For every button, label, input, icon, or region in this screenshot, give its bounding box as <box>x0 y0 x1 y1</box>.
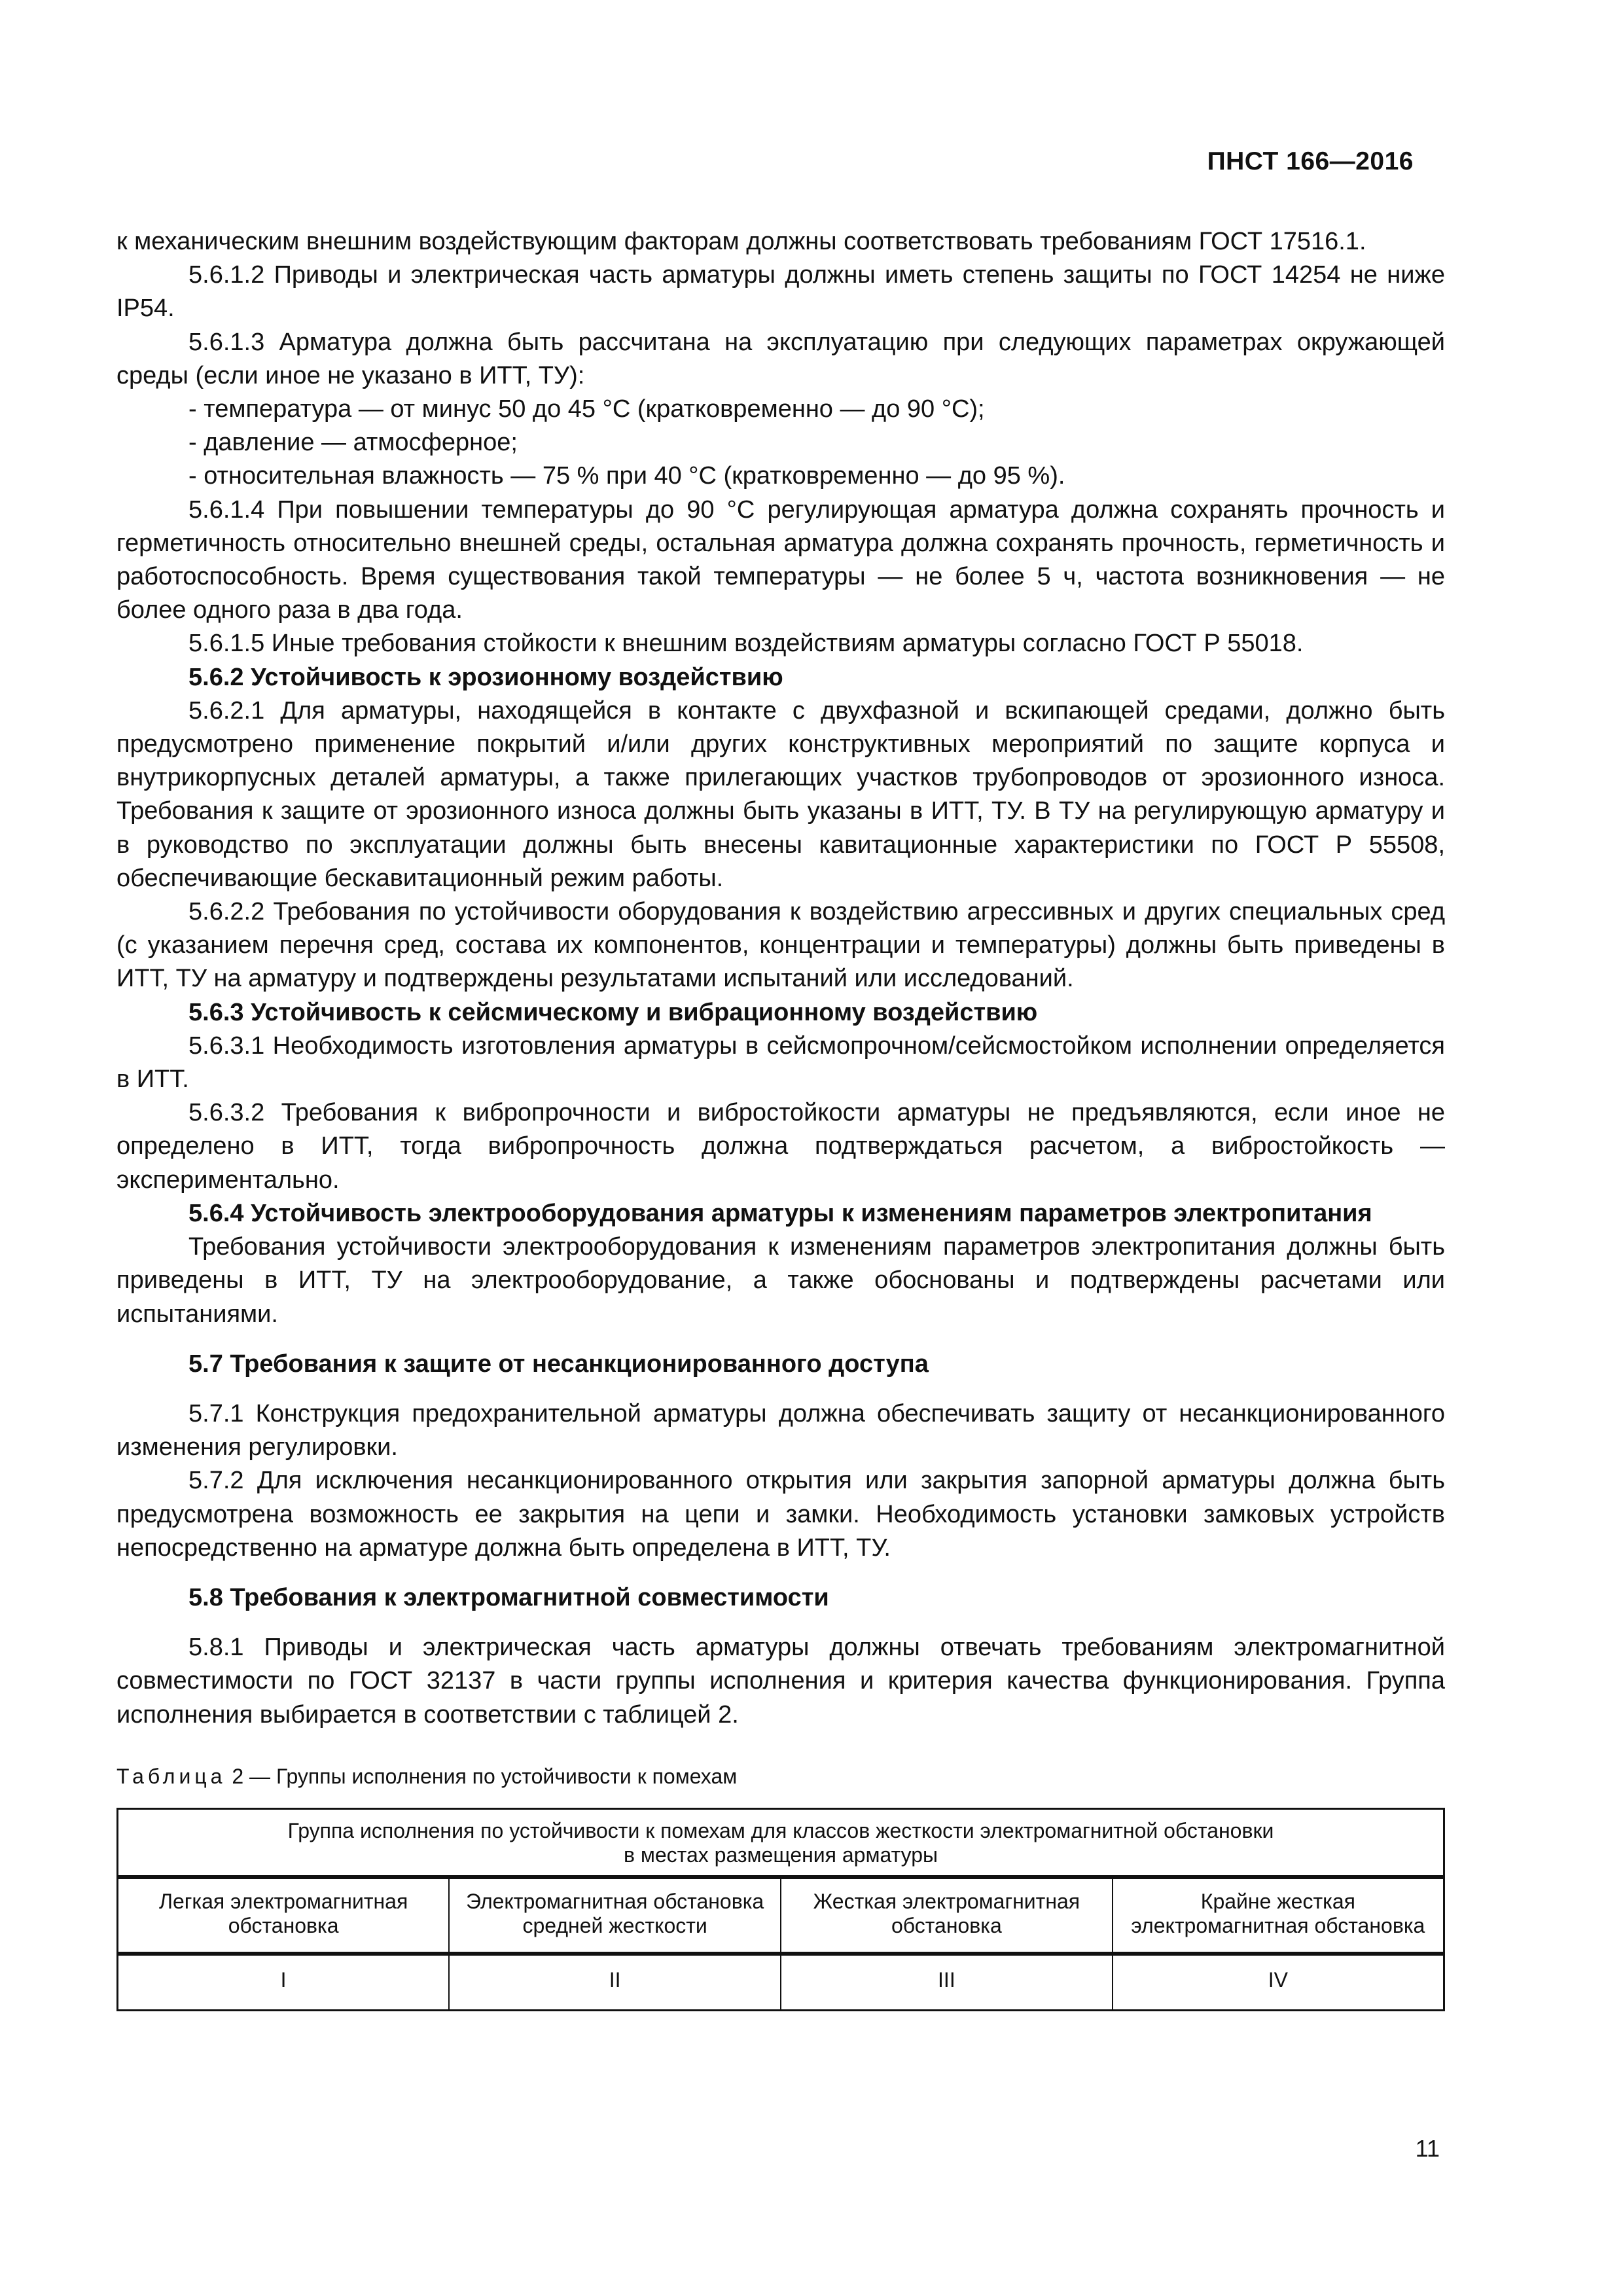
paragraph: 5.7.1 Конструкция предохранительной арматуры должна обеспечивать защиту от несанкционированного изменения регулировки. <box>116 1399 1445 1462</box>
table-caption-label: Таблица <box>116 1764 226 1788</box>
table-header-line: в местах размещения арматуры <box>623 1842 938 1867</box>
execution-groups-table <box>116 1808 1445 2011</box>
paragraph: 5.6.2.1 Для арматуры, находящейся в контакте с двухфазной и вскипающей средами, должно быть предусмотрено применение покрытий и/или других конструктивных мероприятий по защите корпуса и внутрикорпусных деталей арматуры, а также прилегающих участков трубопроводов от эрозионного износа. Требования к защите от эрозионного износа должны быть указаны в ИТТ, ТУ. В ТУ на регулирующую арматуру и в руководство по эксплуатации должны быть внесены кавитационные характеристики по ГОСТ Р 55508, обеспечивающие бескавитационный режим работы. <box>116 696 1445 892</box>
paragraph: 5.6.1.5 Иные требования стойкости к внешним воздействиям арматуры согласно ГОСТ Р 55018. <box>188 630 1304 658</box>
section-heading: 5.6.2 Устойчивость к эрозионному воздействию <box>188 663 783 691</box>
paragraph: 5.6.2.2 Требования по устойчивости оборудования к воздействию агрессивных и других специальных сред (с указанием перечня сред, состава их компонентов, концентрации и температуры) должны быть приведены в ИТТ, ТУ на арматуру и подтверждены результатами испытаний или исследований. <box>116 898 1445 993</box>
table-column-header: Электромагнитная обстановка средней жесткости <box>449 1877 781 1954</box>
table-column-header: Крайне жесткая электромагнитная обстановка <box>1113 1877 1444 1954</box>
table-cell: III <box>781 1954 1113 2011</box>
section-heading: 5.7 Требования к защите от несанкционированного доступа <box>188 1350 929 1378</box>
list-item: - температура — от минус 50 до 45 °C (кратковременно — до 90 °C); <box>188 395 985 423</box>
table-cell: IV <box>1113 1954 1444 2011</box>
table-row <box>118 1954 1444 2011</box>
table-caption-title: 2 — Группы исполнения по устойчивости к помехам <box>232 1764 738 1788</box>
table-cell: II <box>449 1954 781 2011</box>
table-header-cell <box>118 1808 1444 1877</box>
table-column-header: Легкая электромагнитная обстановка <box>118 1877 450 1954</box>
page-number: 11 <box>1415 2135 1440 2162</box>
section-heading: 5.8 Требования к электромагнитной совместимости <box>188 1583 829 1611</box>
paragraph: 5.6.3.2 Требования к вибропрочности и вибростойкости арматуры не предъявляются, если иное не определено в ИТТ, тогда вибропрочность должна подтверждаться расчетом, а вибростойкость — экспериментально. <box>116 1099 1445 1194</box>
paragraph: 5.6.1.3 Арматура должна быть рассчитана на эксплуатацию при следующих параметрах окружающей среды (если иное не указано в ИТТ, ТУ): <box>116 328 1445 389</box>
table-cell: I <box>118 1954 450 2011</box>
table-column-header: Жесткая электромагнитная обстановка <box>781 1877 1113 1954</box>
section-heading: 5.6.3 Устойчивость к сейсмическому и вибрационному воздействию <box>188 998 1038 1026</box>
paragraph: к механическим внешним воздействующим факторам должны соответствовать требованиям ГОСТ 17516.1. <box>116 228 1366 255</box>
section-heading: 5.6.4 Устойчивость электрооборудования арматуры к изменениям параметров электропитания <box>188 1199 1372 1227</box>
document-body <box>116 225 1445 2011</box>
list-item: - относительная влажность — 75 % при 40 °C (кратковременно — до 95 %). <box>188 462 1065 490</box>
document-code: ПНСТ 166—2016 <box>1207 147 1414 175</box>
table-caption <box>116 1763 1445 1789</box>
paragraph: 5.6.3.1 Необходимость изготовления арматуры в сейсмопрочном/сейсмостойком исполнении определяется в ИТТ. <box>116 1031 1445 1094</box>
paragraph: Требования устойчивости электрооборудования к изменениям параметров электропитания должны быть приведены в ИТТ, ТУ на электрооборудование, а также обоснованы и подтверждены расчетами или испытаниями. <box>116 1233 1445 1328</box>
paragraph: 5.7.2 Для исключения несанкционированного открытия или закрытия запорной арматуры должна быть предусмотрена возможность ее закрытия на цепи и замки. Необходимость установки замковых устройств непосредственно на арматуре должна быть определена в ИТТ, ТУ. <box>116 1467 1445 1562</box>
table-row <box>118 1877 1444 1954</box>
list-item: - давление — атмосферное; <box>188 429 518 457</box>
paragraph: 5.6.1.4 При повышении температуры до 90 °C регулирующая арматура должна сохранять прочность и герметичность относительно внешней среды, остальная арматура должна сохранять прочность, герметичность и работоспособность. Время существования такой температуры — не более 5 ч, частота возникновения — не более одного раза в два года. <box>116 495 1445 624</box>
paragraph: 5.6.1.2 Приводы и электрическая часть арматуры должны иметь степень защиты по ГОСТ 14254 не ниже IP54. <box>116 261 1445 323</box>
table-header-row <box>118 1808 1444 1877</box>
paragraph: 5.8.1 Приводы и электрическая часть арматуры должны отвечать требованиям электромагнитной совместимости по ГОСТ 32137 в части группы исполнения и критерия качества функционирования. Группа исполнения выбирается в соответствии с таблицей 2. <box>116 1634 1445 1729</box>
table-header-line: Группа исполнения по устойчивости к помехам для классов жесткости электромагнитной обстановки <box>287 1818 1274 1842</box>
